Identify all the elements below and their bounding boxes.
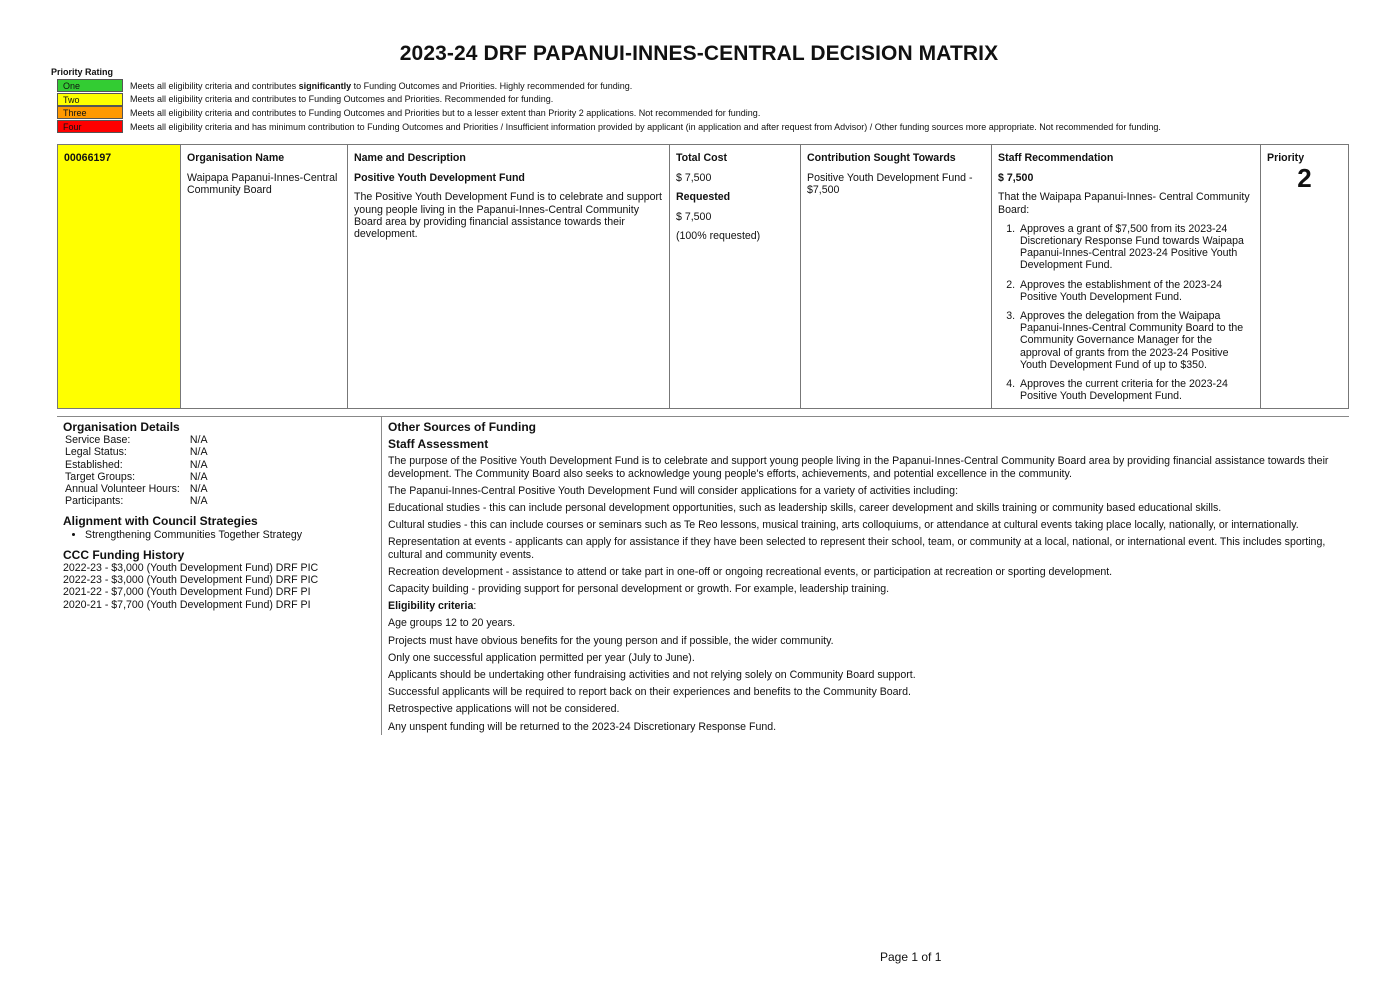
description-cell [348,145,670,408]
organisation-cell [181,145,348,408]
criteria-item: Retrospective applications will not be considered. [388,703,620,716]
assessment-paragraph: Capacity building - providing support for personal development or growth. For example, leadership training. [388,583,890,596]
recommendation-item: 4. Approves the current criteria for the 2023-24 Positive Youth Development Fund. [1018,378,1254,402]
project-name: Positive Youth Development Fund [354,172,525,185]
priority-header: Priority [1267,152,1305,164]
rating-row-two [57,93,1161,107]
requested-label: Requested [676,191,731,204]
assessment-paragraph: The purpose of the Positive Youth Development Fund is to celebrate and support young people living in the Papanui-Innes-Central Community Board area by providing financial assistance towards their development. The Community Board also seeks to acknowledge young people's efforts, achievements, and potential excellence in the community. [388,455,1329,480]
recommendation-intro: That the Waipapa Papanui-Innes- Central Community Board: [998,191,1250,216]
detail-label: Participants: [65,495,124,508]
detail-label: Established: [65,458,123,471]
page-title: 2023-24 DRF PAPANUI-INNES-CENTRAL DECISION MATRIX [399,42,999,65]
rating-swatch-two: Two [57,93,123,106]
detail-label: Annual Volunteer Hours: [65,483,180,496]
assessment-paragraph: Representation at events - applicants can apply for assistance if they have been selected to represent their school, team, or community at a local, national, or international event. This includes sporting, cultural and community events. [388,536,1326,561]
staff-assessment-title: Staff Assessment [388,437,489,452]
detail-value: N/A [189,495,208,508]
detail-label: Target Groups: [65,470,136,483]
detail-label: Service Base: [65,434,131,447]
detail-label: Legal Status: [65,446,127,459]
contribution-text: Positive Youth Development Fund - $7,500 [807,172,973,197]
priority-value: 2 [1297,163,1312,194]
assessment-paragraph: The Papanui-Innes-Central Positive Youth Development Fund will consider applications for a variety of activities including: [388,484,959,497]
total-cost-header: Total Cost [676,152,728,164]
criteria-item: Only one successful application permitted per year (July to June). [388,651,695,664]
detail-row [63,471,210,483]
detail-row [63,483,210,495]
total-cost-value: $ 7,500 [676,172,712,185]
application-id-cell [58,145,181,408]
funding-history-item: 2021-22 - $7,000 (Youth Development Fund) DRF PI [63,586,311,599]
alignment-item: • Strengthening Communities Together Strategy [85,529,375,541]
organisation-details-table [63,434,210,507]
detail-row [63,446,210,458]
detail-value: N/A [189,470,208,483]
criteria-item: Projects must have obvious benefits for the young person and if possible, the wider community. [388,634,834,647]
project-description: The Positive Youth Development Fund is to celebrate and support young people living in the Papanui-Innes-Central Community Board area by providing financial assistance towards their development. [354,191,662,241]
organisation-details-panel [63,421,375,611]
rating-row-four [57,120,1161,134]
section-divider [57,416,1349,417]
detail-row [63,434,210,446]
rating-desc-three: Meets all eligibility criteria and contributes to Funding Outcomes and Priorities but to a lesser extent than Priority 2 applications. Not recommended for funding. [130,107,761,118]
organisation-name: Waipapa Papanui-Innes-Central Community Board [187,172,338,197]
assessment-paragraph: Cultural studies - this can include courses or seminars such as Te Reo lessons, musical training, arts colloquiums, or attendance at cultural events taking place locally, nationally, or internationally. [388,519,1299,532]
staff-assessment-panel [388,421,1343,738]
rating-swatch-one: One [57,79,123,92]
requested-percentage: (100% requested) [676,229,761,242]
decision-matrix-row [57,144,1349,409]
recommendation-header: Staff Recommendation [998,152,1114,164]
recommendation-item: 1. Approves a grant of $7,500 from its 2023-24 Discretionary Response Fund towards Waipapa Papanui-Innes-Central 2023-24 Positive Youth Development Fund. [1018,223,1254,272]
rating-row-one [57,79,1161,93]
application-id: 00066197 [64,152,112,164]
recommendation-amount: $ 7,500 [998,172,1034,185]
recommendation-item: 3. Approves the delegation from the Waipapa Papanui-Innes-Central Community Board to the Community Governance Manager for the approval of grants from the 2023-24 Positive Youth Development Fund of up to $350. [1018,310,1254,371]
rating-desc-four: Meets all eligibility criteria and has minimum contribution to Funding Outcomes and Priorities / Insufficient information provided by applicant (in application and after request from Advisor) / Other funding sources more appropriate. Not recommended for funding. [130,121,1161,132]
alignment-list [63,529,375,541]
assessment-paragraph: Recreation development - assistance to attend or take part in one-off or ongoing recreational events, or participation at recreation or sporting development. [388,565,1113,578]
assessment-paragraph: Educational studies - this can include personal development opportunities, such as leadership skills, career development and skills training or community based educational skills. [388,502,1222,515]
priority-rating-heading: Priority Rating [51,67,114,77]
contribution-cell [801,145,992,408]
rating-swatch-four: Four [57,120,123,133]
organisation-header: Organisation Name [187,152,285,164]
criteria-item: Applicants should be undertaking other fundraising activities and not relying solely on Community Board support. [388,669,916,682]
detail-value: N/A [189,446,208,459]
cost-cell [670,145,801,408]
column-divider [381,417,382,735]
rating-row-three [57,106,1161,120]
requested-amount: $ 7,500 [676,210,712,223]
funding-history-item: 2022-23 - $3,000 (Youth Development Fund) DRF PIC [63,574,319,587]
recommendation-item: 2. Approves the establishment of the 2023-24 Positive Youth Development Fund. [1018,279,1254,303]
page-number: Page 1 of 1 [880,950,942,964]
organisation-details-title: Organisation Details [63,420,180,434]
funding-history-title: CCC Funding History [63,547,185,562]
contribution-header: Contribution Sought Towards [807,152,956,164]
funding-history-item: 2022-23 - $3,000 (Youth Development Fund) DRF PIC [63,562,319,575]
priority-cell [1261,145,1348,408]
eligibility-heading: Eligibility criteria: [388,600,477,613]
recommendation-cell [992,145,1261,408]
detail-value: N/A [189,434,208,447]
detail-value: N/A [189,458,208,471]
rating-swatch-three: Three [57,106,123,119]
rating-desc-two: Meets all eligibility criteria and contributes to Funding Outcomes and Priorities. Recommended for funding. [130,94,554,105]
criteria-item: Successful applicants will be required to report back on their experiences and benefits to the Community Board. [388,686,911,699]
description-header: Name and Description [354,152,466,164]
other-sources-title: Other Sources of Funding [388,420,537,434]
detail-row [63,495,210,507]
recommendation-list [998,223,1254,403]
rating-desc-one: Meets all eligibility criteria and contributes significantly to Funding Outcomes and Priorities. Highly recommended for funding. [130,80,633,91]
funding-history-item: 2020-21 - $7,700 (Youth Development Fund) DRF PI [63,598,311,611]
detail-value: N/A [189,483,208,496]
priority-rating-legend [57,79,1161,133]
alignment-title: Alignment with Council Strategies [63,514,258,529]
detail-row [63,459,210,471]
criteria-item: Age groups 12 to 20 years. [388,617,516,630]
criteria-item: Any unspent funding will be returned to the 2023-24 Discretionary Response Fund. [388,720,777,733]
